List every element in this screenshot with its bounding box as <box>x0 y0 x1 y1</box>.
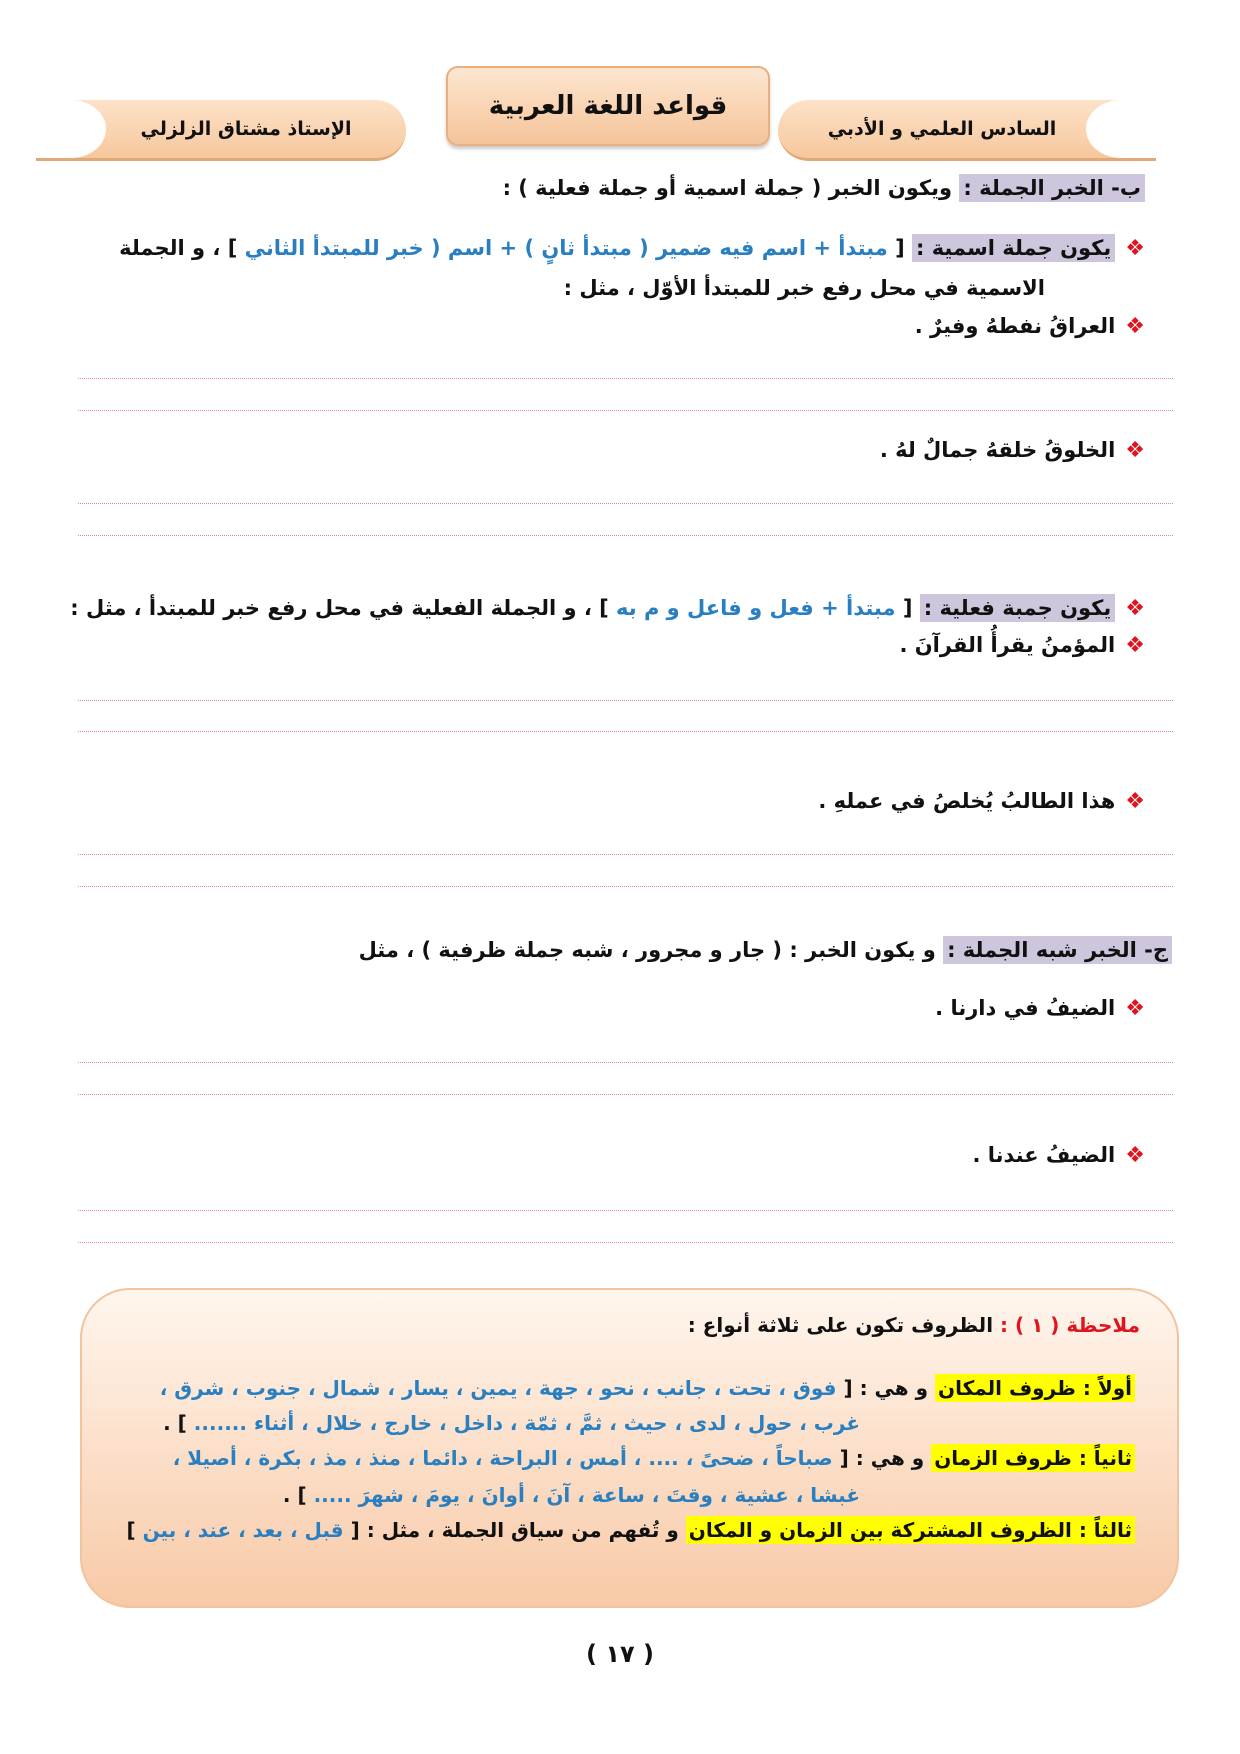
grade-banner <box>778 100 1156 161</box>
nominal-formula: مبتدأ + اسم فيه ضمير ( مبتدأ ثانٍ ) + اسم ( خبر للمبتدأ الثاني <box>244 236 888 260</box>
time-list: صباحاً ، ضحىً ، .... ، أمس ، البراحة ، دائما ، منذ ، مذ ، بكرة ، أصيلا ، <box>172 1446 833 1470</box>
example <box>818 789 1145 814</box>
example-text: العراقُ نفطهُ وفيرٌ . <box>914 314 1116 338</box>
example-text: الخلوقُ خلقهُ جمالٌ لهُ . <box>879 438 1116 462</box>
note-label: ملاحظة ( ١ ) : <box>1000 1313 1140 1337</box>
teacher-name: الإستاذ مشتاق الزلزلي <box>140 118 352 140</box>
connector: و هي : [ <box>839 1446 925 1470</box>
place-adverbs <box>160 1376 1135 1400</box>
bullet-icon: ❖ <box>1125 236 1145 261</box>
example-text: هذا الطالبُ يُخلصُ في عملهِ . <box>818 789 1116 813</box>
bullet-icon: ❖ <box>1125 596 1145 621</box>
verbal-formula: مبتدأ + فعل و فاعل و م به <box>616 596 896 620</box>
answer-line <box>78 1210 1173 1211</box>
place-list: غرب ، حول ، لدى ، حيث ، ثمَّ ، ثمّة ، داخل ، خارج ، خلال ، أثناء ....... <box>193 1411 860 1435</box>
section-b-text: ويكون الخبر ( جملة اسمية أو جملة فعلية ) : <box>502 176 953 200</box>
bullet-icon: ❖ <box>1125 314 1145 339</box>
example <box>899 633 1145 658</box>
answer-line <box>78 1094 1173 1095</box>
answer-line <box>78 1062 1173 1063</box>
bracket: ] . <box>163 1411 187 1435</box>
example-text: الضيفُ عندنا . <box>972 1143 1116 1167</box>
grade-label: السادس العلمي و الأدبي <box>827 118 1057 140</box>
shared-adverbs <box>126 1518 1135 1542</box>
section-b-label: ب- الخبر الجملة : <box>959 174 1145 202</box>
nominal-line2: الاسمية في محل رفع خبر للمبتدأ الأوّل ، مثل : <box>563 276 1045 300</box>
bullet-icon: ❖ <box>1125 996 1145 1021</box>
nominal-rule <box>119 236 1145 261</box>
verbal-rule <box>70 596 1145 621</box>
bullet-icon: ❖ <box>1125 1143 1145 1168</box>
answer-line <box>78 854 1173 855</box>
time-adverbs <box>173 1446 1135 1470</box>
note-heading <box>688 1313 1140 1337</box>
answer-line <box>78 410 1173 411</box>
shared-list: قبل ، بعد ، عند ، بين <box>142 1518 344 1542</box>
teacher-banner <box>36 100 406 161</box>
bracket: [ <box>895 236 905 260</box>
section-c-text: و يكون الخبر : ( جار و مجرور ، شبه جملة ظرفية ) ، مثل <box>358 938 936 962</box>
answer-line <box>78 503 1173 504</box>
bracket: ] . <box>282 1483 307 1507</box>
bullet-icon: ❖ <box>1125 789 1145 814</box>
time-list: غبشا ، عشية ، وقتَ ، ساعة ، آنَ ، أوانَ ، يومَ ، شهرَ ..... <box>313 1483 860 1507</box>
bullet-icon: ❖ <box>1125 633 1145 658</box>
example <box>935 996 1145 1021</box>
example-text: الضيفُ في دارنا . <box>935 996 1116 1020</box>
nominal-label: يكون جملة اسمية : <box>912 234 1115 262</box>
answer-line <box>78 886 1173 887</box>
example-text: المؤمنُ يقرأُ القرآنَ . <box>899 633 1116 657</box>
note-text: الظروف تكون على ثلاثة أنواع : <box>687 1313 994 1337</box>
connector: و تُفهم من سياق الجملة ، مثل : [ <box>350 1518 679 1542</box>
answer-line <box>78 535 1173 536</box>
nominal-close: ] ، و الجملة <box>119 236 238 260</box>
time-label: ثانياً : ظروف الزمان <box>931 1444 1135 1472</box>
time-adverbs-cont <box>283 1483 860 1507</box>
answer-line <box>78 700 1173 701</box>
verbal-close: ] ، و الجملة الفعلية في محل رفع خبر للمبتدأ ، مثل : <box>70 596 609 620</box>
bracket: [ <box>902 596 913 620</box>
bracket: ] <box>126 1518 136 1542</box>
page-title: قواعد اللغة العربية <box>446 66 770 146</box>
shared-label: ثالثاً : الظروف المشتركة بين الزمان و المكان <box>686 1516 1135 1544</box>
page-number: ( ١٧ ) <box>586 1640 654 1668</box>
example <box>915 314 1145 339</box>
section-c-heading <box>359 938 1172 962</box>
example <box>880 438 1145 463</box>
section-b-heading <box>503 176 1145 200</box>
bullet-icon: ❖ <box>1125 438 1145 463</box>
connector: و هي : [ <box>843 1376 929 1400</box>
place-list: فوق ، تحت ، جانب ، نحو ، جهة ، يمين ، يسار ، شمال ، جنوب ، شرق ، <box>159 1376 837 1400</box>
place-adverbs-cont <box>163 1411 860 1435</box>
answer-line <box>78 731 1173 732</box>
answer-line <box>78 378 1173 379</box>
example <box>972 1143 1145 1168</box>
place-label: أولاً : ظروف المكان <box>935 1374 1135 1402</box>
answer-line <box>78 1242 1173 1243</box>
section-c-label: ج- الخبر شبه الجملة : <box>943 936 1172 964</box>
verbal-label: يكون جمبة فعلية : <box>920 594 1116 622</box>
